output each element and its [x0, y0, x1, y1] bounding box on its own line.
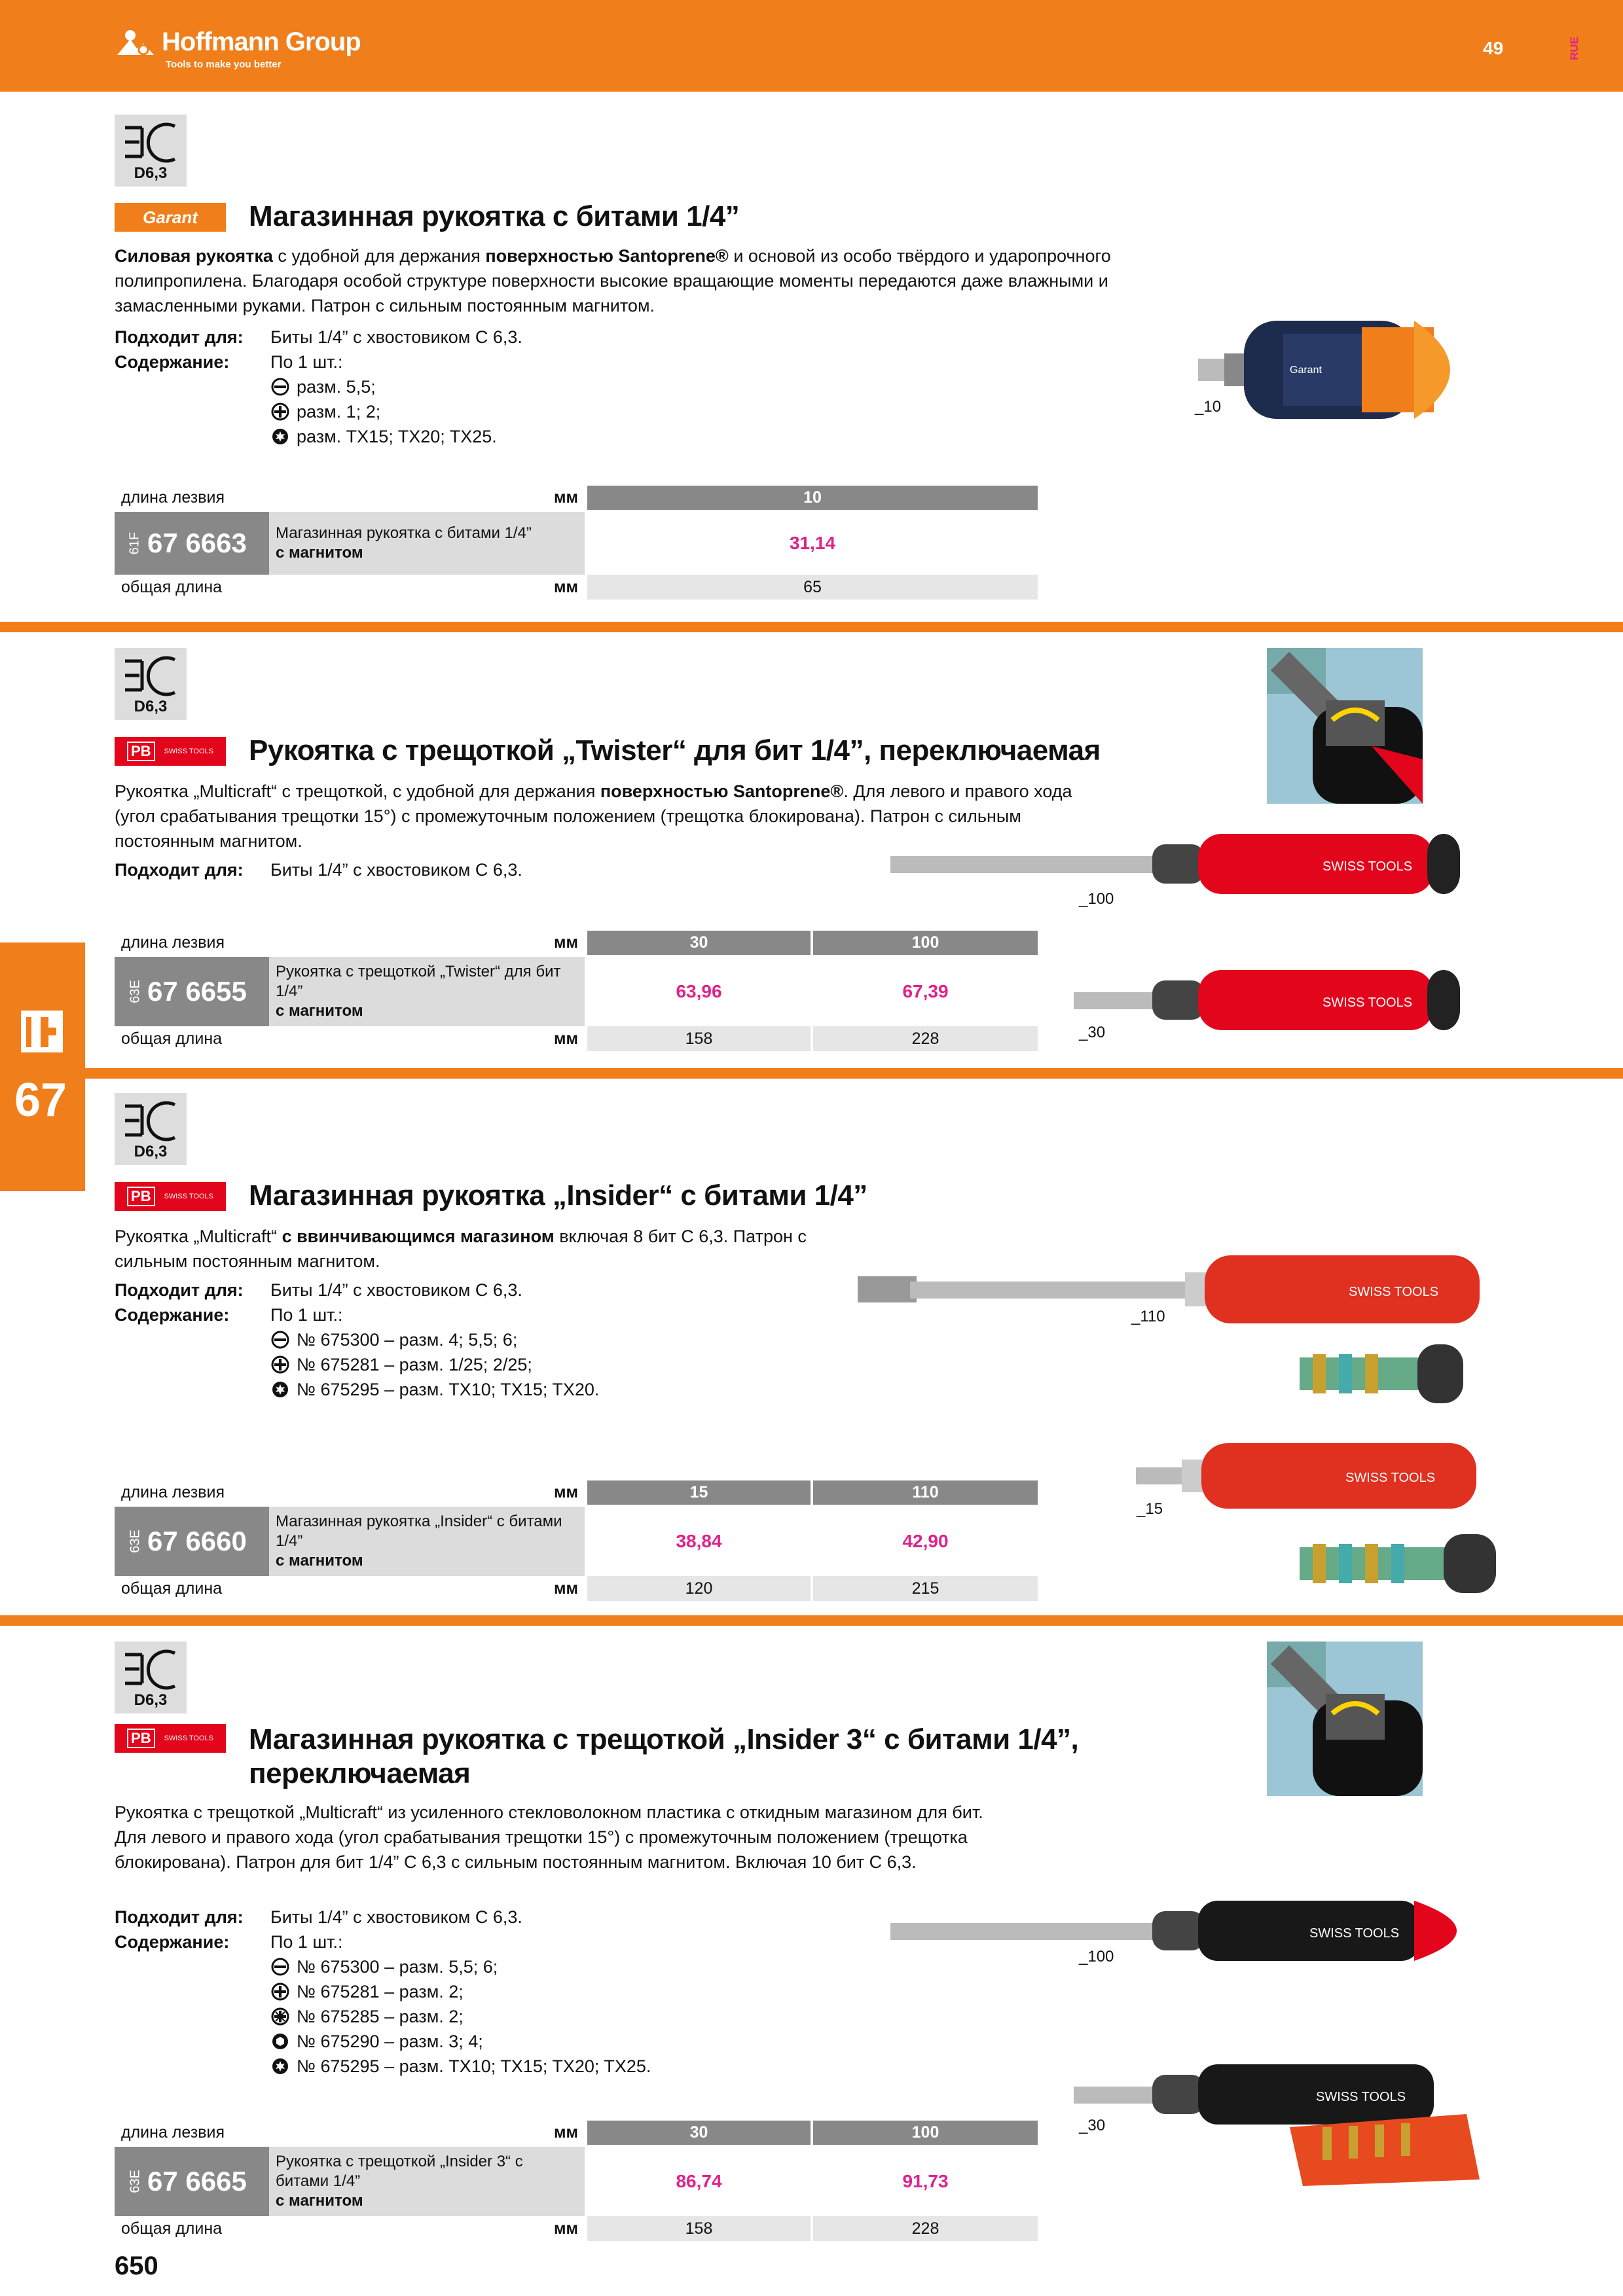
spec-table: длина лезвия мм 30 100 63E 67 6665 Рукоятка с трещоткой „Insider 3“ с битами 1/4” с магнитом 86,74 91,73 общая длина мм 158 228: [115, 2121, 1038, 2241]
total-length-value: 65: [586, 575, 1038, 600]
torx-bit-icon: [270, 427, 290, 446]
screwdriver-wrench-icon: [18, 1008, 65, 1055]
content-row: Содержание: По 1 шт.:: [115, 1305, 343, 1325]
svg-text:SWISS TOOLS: SWISS TOOLS: [1309, 1926, 1400, 1941]
content-item: разм. TX15; TX20; TX25.: [270, 424, 497, 449]
product-title: Магазинная рукоятка с трещоткой „Insider 3“ с битами 1/4”, переключаемая: [249, 1723, 1079, 1789]
fits-row: Подходит для: Биты 1/4” с хвостовиком C 6,3.: [115, 1280, 522, 1300]
chapter-tab[interactable]: [0, 942, 85, 1191]
article-number[interactable]: 61F 67 6663: [115, 511, 269, 575]
blade-length-value: 10: [586, 486, 1038, 511]
hex-bit-icon: [270, 2032, 290, 2051]
article-number[interactable]: 63E 67 6660: [115, 1505, 269, 1576]
hoffmann-logo-icon: [115, 26, 155, 58]
price: 86,74: [586, 2145, 812, 2216]
chapter-number: 67: [14, 1074, 67, 1126]
chuck-d63-icon: D6,3: [115, 115, 187, 187]
page-number: 650: [115, 2251, 158, 2280]
content-item: № 675281 – разм. 2;: [270, 1979, 651, 2004]
article-description: Рукоятка с трещоткой „Twister“ для бит 1/4” с магнитом: [269, 956, 586, 1026]
tool-length-label: _10: [1195, 398, 1222, 416]
fits-row: Подходит для: Биты 1/4” с хвостовиком C 6,3.: [115, 327, 522, 347]
brand-name: Hoffmann Group: [162, 27, 361, 56]
product-description: Силовая рукоятка с удобной для держания поверхностью Santoprene® и основой из особо твёрдого и ударопрочного полипропилена. Благодаря особой структуре поверхности высокие вращающие моменты передаются даже влажными и замасленными руками. Патрон с сильным постоянным магнитом.: [115, 246, 1111, 315]
article-description: Магазинная рукоятка с битами 1/4” с магнитом: [269, 511, 586, 575]
section-divider: [0, 622, 1623, 632]
insider-bit-magazine-image: [1300, 1528, 1509, 1600]
price: 42,90: [812, 1505, 1038, 1576]
content-item: № 675290 – разм. 3; 4;: [270, 2029, 651, 2054]
svg-text:SWISS TOOLS: SWISS TOOLS: [1349, 1285, 1439, 1299]
pb-swiss-tools-badge: PB SWISS TOOLS: [115, 1724, 226, 1753]
svg-text:SWISS TOOLS: SWISS TOOLS: [1322, 996, 1413, 1010]
insider-15-image: [1136, 1440, 1503, 1512]
garant-brand-badge: Garant: [115, 203, 226, 232]
article-number[interactable]: 63E 67 6665: [115, 2145, 269, 2216]
product-description: Рукоятка „Multicraft“ с ввинчивающимся магазином включая 8 бит C 6,3. Патрон с сильным постоянным магнитом.: [115, 1227, 807, 1271]
slot-bit-icon: [270, 1330, 290, 1350]
content-item: № 675300 – разм. 5,5; 6;: [270, 1954, 651, 1979]
slot-bit-icon: [270, 1957, 290, 1977]
content-item: разм. 5,5;: [270, 374, 497, 399]
brand-tagline: Tools to make you better: [166, 59, 282, 70]
article-number[interactable]: 63E 67 6655: [115, 956, 269, 1026]
content-item: № 675295 – разм. TX10; TX15; TX20.: [270, 1377, 599, 1402]
price: 31,14: [586, 511, 1038, 575]
chapter-tab-shape: [0, 942, 85, 1191]
content-item: № 675295 – разм. TX10; TX15; TX20; TX25.: [270, 2054, 651, 2079]
torx-bit-icon: [270, 2056, 290, 2076]
pb-swiss-tools-badge: PB SWISS TOOLS: [115, 737, 226, 766]
page-header: [0, 0, 1623, 92]
fits-row: Подходит для: Биты 1/4” с хвостовиком C 6,3.: [115, 1907, 522, 1927]
tool-length-label: _100: [1079, 890, 1114, 908]
insider3-30-image: [1074, 2055, 1493, 2186]
product-title: Рукоятка с трещоткой „Twister“ для бит 1/4”, переключаемая: [249, 734, 1101, 766]
price: 67,39: [812, 956, 1038, 1026]
chuck-d63-icon: D6,3: [115, 1641, 187, 1713]
svg-text:SWISS TOOLS: SWISS TOOLS: [1322, 859, 1413, 874]
section-divider: [0, 1615, 1623, 1626]
ratchet-detail-image: [1267, 648, 1423, 804]
blade-length-label: длина лезвия: [115, 486, 547, 511]
spec-table: длина лезвия мм 30 100 63E 67 6655 Рукоятка с трещоткой „Twister“ для бит 1/4” с магнитом 63,96 67,39 общая длина мм 158 228: [115, 931, 1038, 1051]
tool-length-label: _30: [1079, 1024, 1106, 1041]
section-divider: [0, 1068, 1623, 1079]
torx-bit-icon: [270, 1380, 290, 1399]
tool-length-label: _15: [1137, 1500, 1163, 1518]
content-item: № 675285 – разм. 2;: [270, 2004, 651, 2029]
slot-bit-icon: [270, 377, 290, 397]
svg-text:Garant: Garant: [1290, 365, 1322, 376]
insider-110-image: [858, 1250, 1499, 1329]
pozi-bit-icon: [270, 2007, 290, 2026]
svg-text:SWISS TOOLS: SWISS TOOLS: [1345, 1471, 1436, 1485]
product-title: Магазинная рукоятка с битами 1/4”: [249, 200, 740, 232]
article-description: Рукоятка с трещоткой „Insider 3“ с битами 1/4” с магнитом: [269, 2145, 586, 2216]
content-list: [270, 1327, 599, 1402]
price: 38,84: [586, 1505, 812, 1576]
twister-30-image: [1074, 961, 1467, 1039]
phillips-bit-icon: [270, 402, 290, 422]
ratchet-detail-image: [1267, 1641, 1423, 1796]
product-description: Рукоятка с трещоткой „Multicraft“ из усиленного стекловолокном пластика с откидным магазином для бит. Для левого и правого хода (угол срабатывания трещотки 15°) с промежуточным положением (трещотка блокирована). Патрон для бит 1/4” C 6,3 с сильным постоянным магнитом. Включая 10 бит C 6,3.: [115, 1803, 983, 1872]
content-item: разм. 1; 2;: [270, 399, 497, 424]
svg-text:SWISS TOOLS: SWISS TOOLS: [1316, 2090, 1406, 2104]
product-title: Магазинная рукоятка „Insider“ с битами 1/4”: [249, 1179, 867, 1211]
price: 63,96: [586, 956, 812, 1026]
hoffmann-logo[interactable]: [115, 26, 361, 70]
insider3-100-image: [890, 1892, 1499, 1970]
content-row: Содержание: По 1 шт.:: [115, 352, 343, 372]
catalog-side-code: RUE: [1568, 37, 1580, 60]
phillips-bit-icon: [270, 1355, 290, 1374]
spec-table: длина лезвия мм 10 61F 67 6663 Магазинная рукоятка с битами 1/4” с магнитом 31,14 общая длина мм 65: [115, 486, 1038, 600]
product-description: Рукоятка „Multicraft“ с трещоткой, с удобной для держания поверхностью Santoprene®. Для левого и правого хода (угол срабатывания трещотки 15°) с промежуточным положением (трещотка блокирована). Патрон с сильным постоянным магнитом.: [115, 781, 1072, 851]
garant-bit-holder-image: [1198, 308, 1519, 439]
price: 91,73: [812, 2145, 1038, 2216]
catalog-page-number: 49: [1483, 38, 1504, 58]
content-item: № 675281 – разм. 1/25; 2/25;: [270, 1352, 599, 1377]
pb-swiss-tools-badge: PB SWISS TOOLS: [115, 1182, 226, 1211]
phillips-bit-icon: [270, 1982, 290, 2001]
total-length-label: общая длина: [121, 577, 223, 596]
twister-100-image: [890, 825, 1467, 903]
tool-length-label: _110: [1131, 1308, 1165, 1325]
article-description: Магазинная рукоятка „Insider“ с битами 1/4” с магнитом: [269, 1505, 586, 1576]
content-item: № 675300 – разм. 4; 5,5; 6;: [270, 1327, 599, 1352]
spec-table: длина лезвия мм 15 110 63E 67 6660 Магазинная рукоятка „Insider“ с битами 1/4” с магнитом 38,84 42,90 общая длина мм 120 215: [115, 1480, 1038, 1601]
content-list: [270, 1954, 651, 2079]
chuck-d63-icon: D6,3: [115, 648, 187, 720]
tool-length-label: _30: [1079, 2117, 1106, 2134]
fits-row: Подходит для: Биты 1/4” с хвостовиком C 6,3.: [115, 860, 522, 880]
content-list: [270, 374, 497, 449]
tool-length-label: _100: [1079, 1948, 1114, 1965]
content-row: Содержание: По 1 шт.:: [115, 1932, 343, 1952]
chuck-d63-icon: D6,3: [115, 1093, 187, 1165]
insider-bit-magazine-image: [1300, 1338, 1470, 1410]
